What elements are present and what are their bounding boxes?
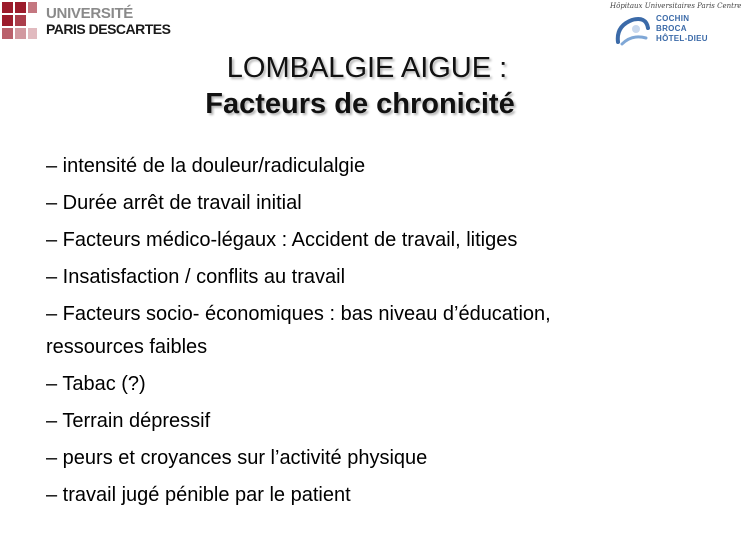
slide-title-line2: Facteurs de chronicité <box>205 88 515 120</box>
hospital-emblem-icon <box>612 12 652 48</box>
bullet-socio-economic-continued: ressources faibles <box>46 336 208 358</box>
slide-title-line1: LOMBALGIE AIGUE : <box>226 52 508 84</box>
bullet-fear-beliefs: – peurs et croyances sur l’activité physique <box>46 447 428 469</box>
logo-text-universite: UNIVERSITÉ <box>46 5 134 22</box>
bullet-work-stoppage: – Durée arrêt de travail initial <box>46 192 302 214</box>
bullet-socio-economic: – Facteurs socio- économiques : bas niveau d’éducation, <box>46 303 551 325</box>
bullet-tobacco: – Tabac (?) <box>46 373 146 395</box>
logo-hospital-hotel-dieu: HÔTEL-DIEU <box>656 34 708 43</box>
logo-hospital-broca: BROCA <box>656 24 687 33</box>
bullet-work-dissatisfaction: – Insatisfaction / conflits au travail <box>46 266 346 288</box>
bullet-depression: – Terrain dépressif <box>46 410 211 432</box>
logo-script-text: Hôpitaux Universitaires Paris Centre <box>610 2 741 10</box>
hopitaux-universitaires-logo <box>572 0 741 50</box>
bullet-intensity: – intensité de la douleur/radiculalgie <box>46 155 366 177</box>
logo-hospital-cochin: COCHIN <box>656 14 690 23</box>
universite-paris-descartes-logo <box>2 2 172 42</box>
university-emblem-icon <box>2 2 38 40</box>
bullet-medico-legal: – Facteurs médico-légaux : Accident de travail, litiges <box>46 229 518 251</box>
logo-text-paris-descartes: PARIS DESCARTES <box>46 21 171 37</box>
bullet-hard-work: – travail jugé pénible par le patient <box>46 484 351 506</box>
